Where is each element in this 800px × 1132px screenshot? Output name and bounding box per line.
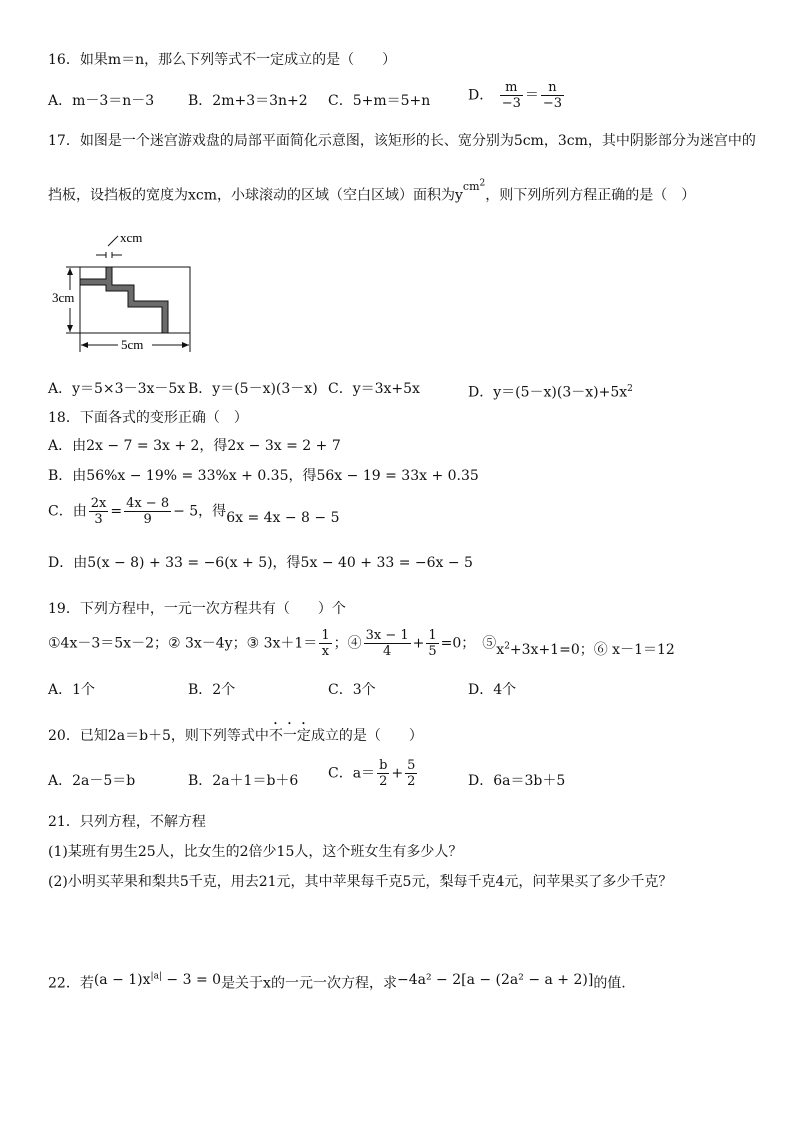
q17-option-b: B．y＝(5－x)(3－x) (188, 381, 318, 397)
q19-stem: 19．下列方程中，一元一次方程共有（ ）个 (48, 601, 346, 617)
q18-stem: 18．下面各式的变形正确（ ） (48, 410, 248, 426)
q17-line1: 17．如图是一个迷宫游戏盘的局部平面简化示意图，该矩形的长、宽分别为5cm，3cm，其中阴影部分为迷宫中的 (48, 133, 756, 149)
q20-option-a: A．2a－5＝b (48, 773, 136, 789)
q16-option-a: A．m－3＝n－3 (48, 93, 155, 109)
q17-width-label: xcm (120, 230, 143, 245)
q18-option-c: C．由 $\frac{2x}{3}$ = $\frac{4x - 8}{9}$ − 5，得6x = 4x − 8 − 5 (48, 496, 340, 527)
q17-option-a: A．y＝5×3－3x－5x (48, 381, 186, 397)
q16-stem: 16．如果m＝n，那么下列等式不一定成立的是（ ） (48, 52, 397, 68)
q16-option-c: C．5+m＝5+n (328, 93, 431, 109)
q18-option-d: D．由5(x − 8) + 33 = −6(x + 5)，得5x − 40 + 33 = −6x − 5 (48, 555, 473, 571)
q19-option-a: A．1个 (48, 682, 96, 698)
q16-d-frac2: $\frac{n}{-3}$ (542, 80, 563, 111)
q16-option-d: D． $\frac{m}{-3}$ ＝ $\frac{n}{-3}$ (468, 80, 563, 111)
q19-option-b: B．2个 (188, 682, 236, 698)
q20-stem: 20．已知2a＝b＋5，则下列等式中不一定成立的是（ ） (48, 728, 423, 744)
q18-option-b: B．由56%x − 19% = 33%x + 0.35，得56x − 19 = 33x + 0.35 (48, 468, 479, 484)
q17-unit: cm2 (462, 178, 486, 193)
q22-line: 22．若$(a - 1)x^{|a|} - 3 = 0$是关于x的一元一次方程，求−4a² − 2[a − (2a² − a + 2)]的值. (48, 971, 626, 992)
q20-option-b: B．2a＋1＝b＋6 (188, 773, 299, 789)
q17-maze-figure (48, 228, 208, 358)
q19-equations: ①4x－3＝5x－2；② 3x－4y；③ 3x＋1＝ $\frac{1}{x}$ ；④ $\frac{3x - 1}{4}$ + $\frac{1}{5}$ =0； $⑤x^2+3x+1=0$；⑥ x－1＝12 (48, 628, 675, 659)
q17-option-d: D．$y=(5-x)(3-x)+5x^2$ (468, 384, 633, 401)
q20-emphasis: 不一定 (268, 728, 311, 744)
q16-d-frac1: $\frac{m}{-3}$ (501, 80, 521, 111)
q22-equation: $(a - 1)x^{|a|} - 3 = 0$ (93, 971, 222, 988)
q17-line2: 挡板，设挡板的宽度为xcm，小球滚动的区域（空白区域）面积为$y^{cm^2}$，则下列所列方程正确的是（ ） (48, 178, 696, 204)
q20-option-c: C．a＝ $\frac{b}{2}$ + $\frac{5}{2}$ (328, 758, 416, 789)
q17-option-c: C．y＝3x+5x (328, 381, 420, 397)
q19-option-d: D．4个 (468, 682, 517, 698)
q22-expression: −4a² − 2[a − (2a² − a + 2)] (396, 971, 594, 988)
q21-part2: (2)小明买苹果和梨共5千克，用去21元，其中苹果每千克5元，梨每千克4元，问苹果买了多少千克？ (48, 874, 673, 890)
q21-stem: 21．只列方程，不解方程 (48, 814, 206, 830)
q18-option-a: A．由2x − 7 = 3x + 2，得2x − 3x = 2 + 7 (48, 438, 341, 454)
q17-height-label: 3cm (52, 290, 75, 305)
q20-option-d: D．6a＝3b＋5 (468, 773, 566, 789)
q17-length-label: 5cm (121, 337, 144, 352)
q19-option-c: C．3个 (328, 682, 376, 698)
q16-option-b: B．2m+3＝3n+2 (188, 93, 308, 109)
q16-d-label: D． (468, 87, 494, 104)
q21-part1: (1)某班有男生25人，比女生的2倍少15人，这个班女生有多少人？ (48, 844, 463, 860)
